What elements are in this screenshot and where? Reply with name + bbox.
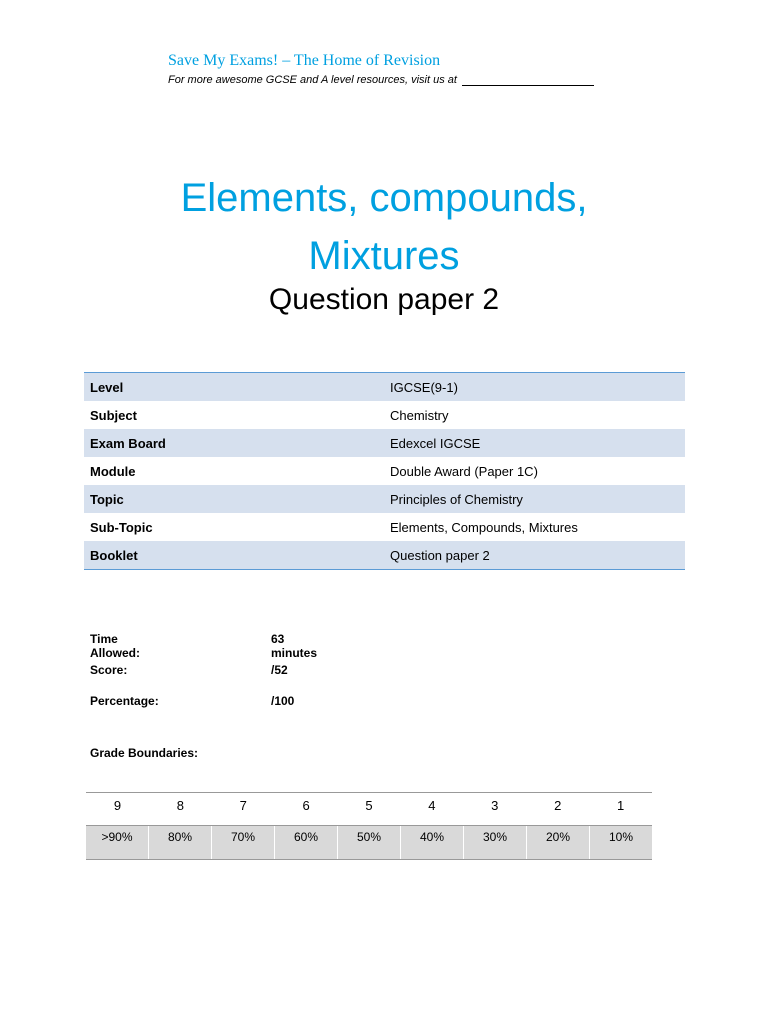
grade-cell: 7 — [239, 798, 247, 813]
info-row-subject — [84, 401, 685, 429]
info-value: IGCSE(9-1) — [390, 379, 458, 395]
grade-cell: 1 — [616, 798, 625, 813]
grade-boundaries-label: Grade Boundaries: — [90, 746, 199, 760]
percentage-cell: >90% — [101, 830, 133, 844]
info-value: Double Award (Paper 1C) — [390, 463, 538, 479]
grade-cell: 2 — [554, 798, 562, 813]
stat-value: /100 — [271, 694, 295, 708]
info-value: Chemistry — [390, 407, 449, 423]
grade-cell: 9 — [113, 798, 122, 813]
info-row-level — [84, 373, 685, 401]
page-subtitle: Question paper 2 — [268, 283, 500, 316]
info-label: Booklet — [90, 547, 138, 563]
info-label: Topic — [90, 491, 124, 507]
page-title-line1: Elements, compounds, — [180, 176, 588, 220]
info-label: Subject — [90, 407, 137, 423]
info-label: Level — [90, 379, 124, 395]
percentage-cell: 40% — [400, 826, 463, 859]
grade-cell: 6 — [302, 798, 310, 813]
header-brand: Save My Exams! – The Home of Revision — [168, 52, 441, 69]
info-label: Exam Board — [90, 435, 166, 451]
stat-value: 63 minutes — [271, 632, 318, 660]
info-row-sub-topic — [84, 513, 685, 541]
info-row-exam-board — [84, 429, 685, 457]
percentage-cell: 30% — [463, 826, 526, 859]
info-row-topic — [84, 485, 685, 513]
info-label: Sub-Topic — [90, 519, 153, 535]
stat-value: /52 — [271, 663, 288, 677]
grade-boundaries-table — [86, 792, 652, 860]
stat-label: Percentage: — [90, 694, 159, 708]
header-tagline-text: For more awesome GCSE and A level resources, visit us at — [168, 74, 457, 86]
stat-label: Time Allowed: — [90, 632, 140, 660]
percentage-cell: 50% — [337, 826, 400, 859]
info-value: Principles of Chemistry — [390, 491, 523, 507]
info-value: Edexcel IGCSE — [390, 435, 481, 451]
header-tagline — [168, 73, 594, 86]
info-row-booklet — [84, 541, 685, 569]
grade-cell: 5 — [365, 798, 373, 813]
info-label: Module — [90, 463, 136, 479]
grade-cell: 8 — [176, 798, 184, 813]
info-value: Question paper 2 — [390, 547, 490, 563]
percentage-cell: 20% — [526, 826, 589, 859]
grade-cell: 3 — [491, 798, 499, 813]
grade-cell: 4 — [428, 798, 436, 813]
page-title-line2: Mixtures — [308, 234, 460, 278]
info-table — [84, 372, 685, 570]
percentage-cell: 60% — [274, 826, 337, 859]
page-title — [0, 169, 768, 285]
url-blank-line — [462, 73, 594, 86]
percentage-cell: 70% — [211, 826, 274, 859]
percentage-cell: 10% — [589, 826, 652, 859]
percentage-row — [86, 825, 652, 860]
grade-row — [86, 793, 652, 825]
percentage-cell: 80% — [148, 826, 211, 859]
stat-label: Score: — [90, 663, 128, 677]
info-row-module — [84, 457, 685, 485]
info-value: Elements, Compounds, Mixtures — [390, 519, 578, 535]
